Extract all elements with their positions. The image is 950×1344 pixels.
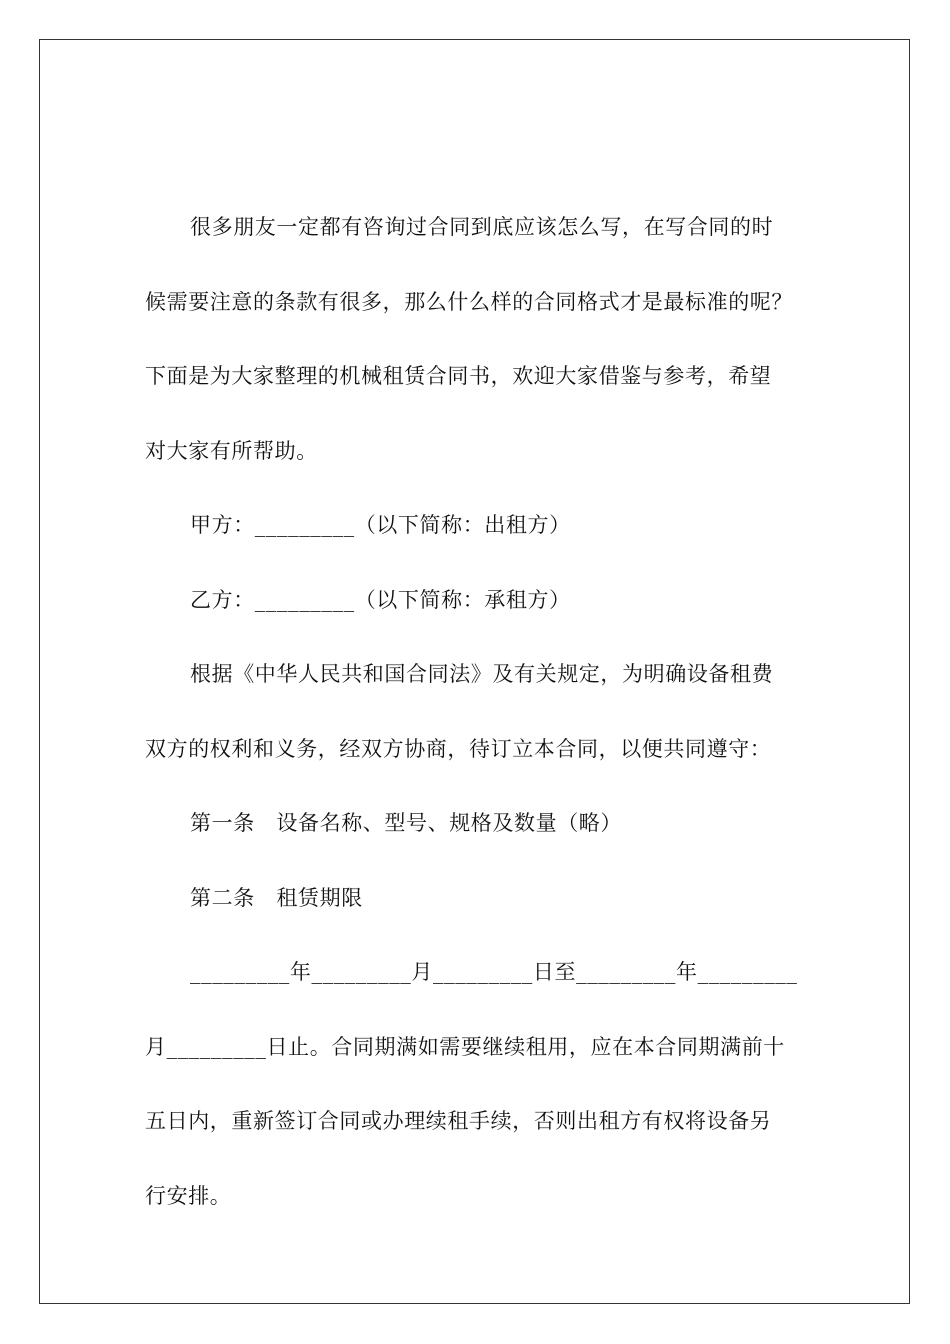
- article-1-heading: 第一条 设备名称、型号、规格及数量（略）: [190, 811, 622, 835]
- party-b-line: 乙方：_________（以下简称：承租方）: [190, 587, 571, 612]
- intro-paragraph-line-3: 下面是为大家整理的机械租赁合同书，欢迎大家借鉴与参考，希望: [145, 364, 772, 388]
- article-2-heading: 第二条 租赁期限: [190, 885, 363, 910]
- intro-paragraph-line-2: 候需要注意的条款有很多，那么什么样的合同格式才是最标准的呢？: [145, 289, 793, 314]
- basis-paragraph-line-1: 根据《中华人民共和国合同法》及有关规定，为明确设备租费: [190, 662, 774, 686]
- lease-term-line-4: 行安排。: [145, 1183, 232, 1208]
- intro-paragraph-line-4: 对大家有所帮助。: [145, 438, 318, 463]
- lease-term-line-1: _________年_________月_________日至_________年_________: [190, 960, 798, 984]
- lease-term-line-2: 月_________日止。合同期满如需要继续租用，应在本合同期满前十: [145, 1034, 785, 1059]
- document-body: [145, 190, 810, 1233]
- basis-paragraph-line-2: 双方的权利和义务，经双方协商，待订立本合同，以便共同遵守：: [145, 736, 772, 761]
- party-a-line: 甲方：_________（以下简称：出租方）: [190, 513, 571, 537]
- lease-term-line-3: 五日内，重新签订合同或办理续租手续，否则出租方有权将设备另: [145, 1109, 772, 1133]
- intro-paragraph-line-1: 很多朋友一定都有咨询过合同到底应该怎么写，在写合同的时: [190, 215, 774, 239]
